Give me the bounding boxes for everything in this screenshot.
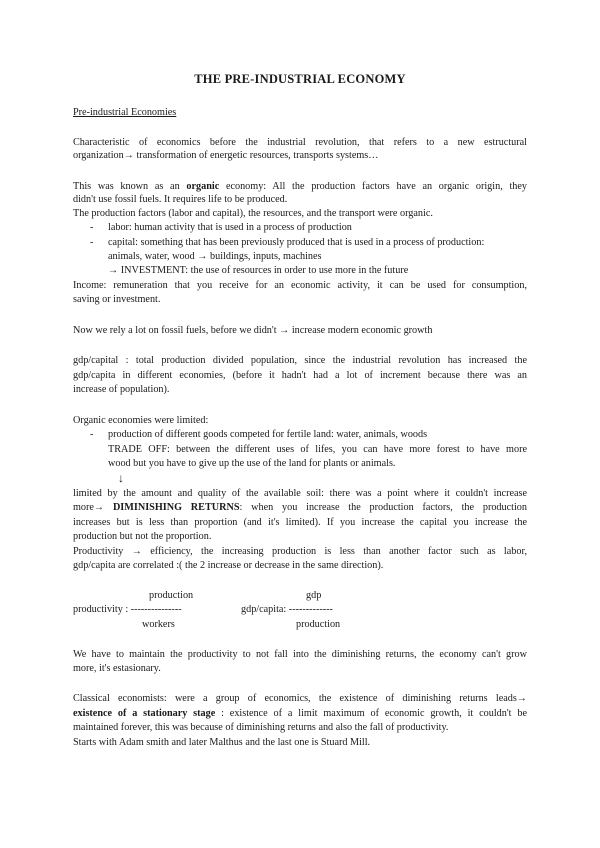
paragraph-line: We have to maintain the productivity to not fall into the diminishing returns, the economy can't grow — [73, 649, 527, 660]
bullet-dash: - — [90, 237, 94, 248]
paragraph-line: gdp/capita are correlated :( the 2 increase or decrease in the same direction). — [73, 560, 384, 571]
bullet-item-cont: wood but you have to give up the use of the land for plants or animals. — [108, 458, 396, 469]
bullet-item: production of different goods competed for fertile land: water, animals, woods — [108, 429, 428, 440]
paragraph-line: Characteristic of economics before the industrial revolution, that refers to a new estructural — [73, 137, 527, 148]
organic-term: organic — [186, 181, 220, 192]
formula-denominator: production — [296, 619, 341, 630]
paragraph-line: increases but is less than proportion (and it's limited). If you increase the capital you increase the — [73, 517, 527, 528]
bullet-item-cont: animals, water, wood → buildings, inputs, machines — [108, 251, 322, 262]
section-subtitle: Pre-industrial Economies — [73, 107, 177, 118]
bullet-item: capital: something that has been previously produced that is used in a process of production: — [108, 237, 485, 248]
paragraph-line: production but not the proportion. — [73, 531, 212, 542]
paragraph-line: organization→ transformation of energetic resources, transports systems… — [73, 150, 379, 161]
paragraph-line: gdp/capita in different economies, (before it hadn't had a lot of increment because there was an — [73, 370, 527, 381]
paragraph-line: more→ DIMINISHING RETURNS: when you increase the production factors, the production — [73, 502, 527, 513]
down-arrow-icon: ↓ — [118, 471, 124, 485]
formula-gdp-capita: gdp/capita: ------------- — [241, 604, 333, 615]
bullet-dash: - — [90, 429, 94, 440]
formula-numerator: gdp — [306, 590, 322, 601]
bullet-item-cont: → INVESTMENT: the use of resources in order to use more in the future — [108, 265, 409, 276]
bullet-item-cont: TRADE OFF: between the different uses of lifes, you can have more forest to have more — [108, 444, 527, 455]
paragraph-line: limited by the amount and quality of the available soil: there was a point where it couldn't increase — [73, 488, 527, 499]
paragraph-line: Productivity → efficiency, the increasing production is less than another factor such as labor, — [73, 546, 527, 557]
formula-productivity: productivity : --------------- — [73, 604, 182, 615]
paragraph-line: more, it's estasionary. — [73, 663, 161, 674]
paragraph-line: didn't use fossil fuels. It requires life to be produced. — [73, 194, 288, 205]
paragraph-line: This was known as an organic economy: All the production factors have an organic origin, they — [73, 181, 527, 192]
page-title: THE PRE-INDUSTRIAL ECONOMY — [194, 72, 406, 86]
stationary-stage-term: existence of a stationary stage — [73, 708, 216, 719]
bullet-dash: - — [90, 222, 94, 233]
paragraph-line: existence of a stationary stage : existence of a limit maximum of economic growth, it couldn't be — [73, 708, 527, 719]
paragraph-line: saving or investment. — [73, 294, 161, 305]
paragraph-line: Starts with Adam smith and later Malthus and the last one is Stuard Mill. — [73, 737, 371, 748]
paragraph-line: Classical economists: were a group of economics, the existence of diminishing returns leads→ — [73, 693, 527, 704]
bullet-item: labor: human activity that is used in a process of production — [108, 222, 352, 233]
paragraph-line: Now we rely a lot on fossil fuels, before we didn't → increase modern economic growth — [73, 325, 433, 336]
paragraph-line: maintained forever, this was because of diminishing returns and also the fall of productivity. — [73, 722, 449, 733]
formula-denominator: workers — [142, 619, 175, 630]
paragraph-line: increase of population). — [73, 384, 170, 395]
paragraph-line: gdp/capital : total production divided population, since the industrial revolution has increased the — [73, 355, 527, 366]
paragraph-line: Organic economies were limited: — [73, 415, 209, 426]
diminishing-returns-term: DIMINISHING RETURNS — [112, 502, 240, 513]
formula-numerator: production — [149, 590, 194, 601]
paragraph-line: The production factors (labor and capital), the resources, and the transport were organic. — [73, 208, 433, 219]
paragraph-line: Income: remuneration that you receive for an economic activity, it can be used for consumption, — [73, 280, 527, 291]
